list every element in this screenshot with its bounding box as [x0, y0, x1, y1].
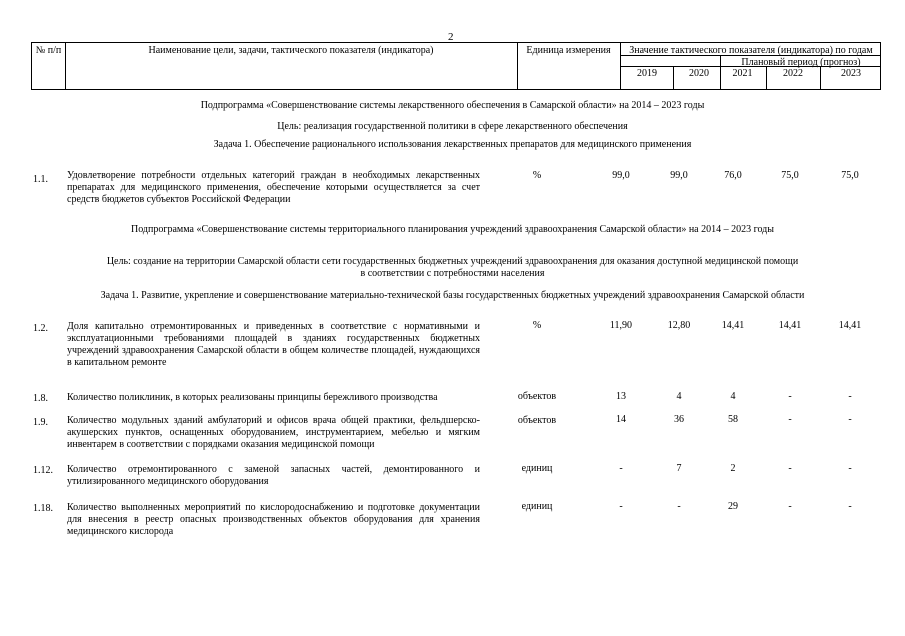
row-value: 14,41: [838, 320, 862, 331]
row-text: Количество отремонтированного с заменой запасных частей, демонтированного и утилизированного медицинского оборудования: [67, 464, 480, 487]
header-year: 2020: [689, 68, 709, 79]
row-value: 2: [730, 463, 736, 474]
row-value: 29: [728, 501, 738, 512]
row-value: 76,0: [724, 170, 742, 181]
row-number: 1.9.: [33, 417, 48, 428]
row-value: 75,0: [781, 170, 799, 181]
page-number: 2: [448, 31, 454, 43]
row-number: 1.12.: [33, 465, 53, 476]
row-number: 1.18.: [33, 503, 53, 514]
row-number: 1.1.: [33, 174, 48, 185]
row-value: 36: [674, 414, 684, 425]
row-text: Удовлетворение потребности отдельных категорий граждан в необходимых лекарственных препаратах для медицинского применения, обеспечение которыми осуществляется за счет средств бюджетов субъектов Российской Федерации: [67, 170, 480, 205]
row-value: -: [788, 501, 792, 512]
row-value: 99,0: [612, 170, 630, 181]
row-value: -: [788, 391, 792, 402]
goal-title-line2: в соответствии с потребностями населения: [360, 268, 545, 279]
row-number: 1.8.: [33, 393, 48, 404]
row-unit: %: [532, 320, 542, 331]
row-value: -: [848, 414, 852, 425]
header-values-title: Значение тактического показателя (индикатора) по годам: [629, 45, 873, 56]
row-unit: единиц: [521, 463, 553, 474]
header-plan-period: Плановый период (прогноз): [741, 57, 861, 68]
row-value: -: [848, 463, 852, 474]
row-value: 4: [730, 391, 736, 402]
row-unit: %: [532, 170, 542, 181]
row-text: Количество выполненных мероприятий по кислородоснабжению и подготовке документации для внесения в реестр опасных производственных объектов оборудования для хранения медицинского кислорода: [67, 502, 480, 537]
row-value: -: [788, 463, 792, 474]
row-value: 14: [616, 414, 626, 425]
row-number: 1.2.: [33, 323, 48, 334]
goal-title: Цель: реализация государственной политики в сфере лекарственного обеспечения: [277, 121, 628, 132]
table-header: [31, 42, 881, 90]
row-unit: единиц: [521, 501, 553, 512]
row-value: 12,80: [667, 320, 691, 331]
row-unit: объектов: [517, 391, 557, 402]
row-value: 4: [676, 391, 682, 402]
header-year: 2023: [841, 68, 861, 79]
row-value: -: [619, 501, 623, 512]
row-value: 11,90: [609, 320, 633, 331]
row-value: -: [677, 501, 681, 512]
header-year: 2021: [732, 68, 753, 79]
header-unit: Единица измерения: [526, 45, 611, 56]
row-value: -: [788, 414, 792, 425]
row-value: 58: [728, 414, 738, 425]
row-value: 75,0: [841, 170, 859, 181]
row-value: -: [848, 391, 852, 402]
header-year: 2019: [637, 68, 657, 79]
row-text: Доля капитально отремонтированных и приведенных в соответствие с нормативными и эксплуатационными требованиями площадей в зданиях государственных бюджетных учреждений здравоохранения Самарской области в общем количестве площадей, нуждающихся в капитальном ремонте: [67, 321, 480, 368]
row-value: 14,41: [778, 320, 802, 331]
row-value: 13: [616, 391, 626, 402]
row-value: 7: [676, 463, 682, 474]
task-title: Задача 1. Обеспечение рационального использования лекарственных препаратов для медицинского применения: [213, 139, 692, 150]
subprogram-title: Подпрограмма «Совершенствование системы территориального планирования учреждений здравоохранения Самарской области» на 2014 – 2023 годы: [131, 224, 774, 235]
row-unit: объектов: [517, 415, 557, 426]
row-value: 14,41: [721, 320, 745, 331]
subprogram-title: Подпрограмма «Совершенствование системы лекарственного обеспечения в Самарской области» на 2014 – 2023 годы: [200, 100, 705, 111]
header-number: № п/п: [35, 45, 62, 56]
header-name: Наименование цели, задачи, тактического показателя (индикатора): [148, 45, 434, 56]
task-title: Задача 1. Развитие, укрепление и совершенствование материально-технической базы государственных бюджетных учреждений здравоохранения Самарской области: [100, 290, 805, 301]
goal-title-line1: Цель: создание на территории Самарской области сети государственных бюджетных учреждений здравоохранения для оказания доступной медицинской помощи: [106, 256, 799, 267]
row-value: -: [619, 463, 623, 474]
row-value: 99,0: [670, 170, 688, 181]
row-text: Количество модульных зданий амбулаторий и офисов врача общей практики, фельдшерско-акушерских пунктов, оснащенных оборудованием, инструментарием, мебелью и мягким инвентарем в соответствии с порядками оказания медицинской помощи: [67, 415, 480, 450]
row-text: Количество поликлиник, в которых реализованы принципы бережливого производства: [67, 392, 438, 403]
row-value: -: [848, 501, 852, 512]
header-year: 2022: [783, 68, 803, 79]
